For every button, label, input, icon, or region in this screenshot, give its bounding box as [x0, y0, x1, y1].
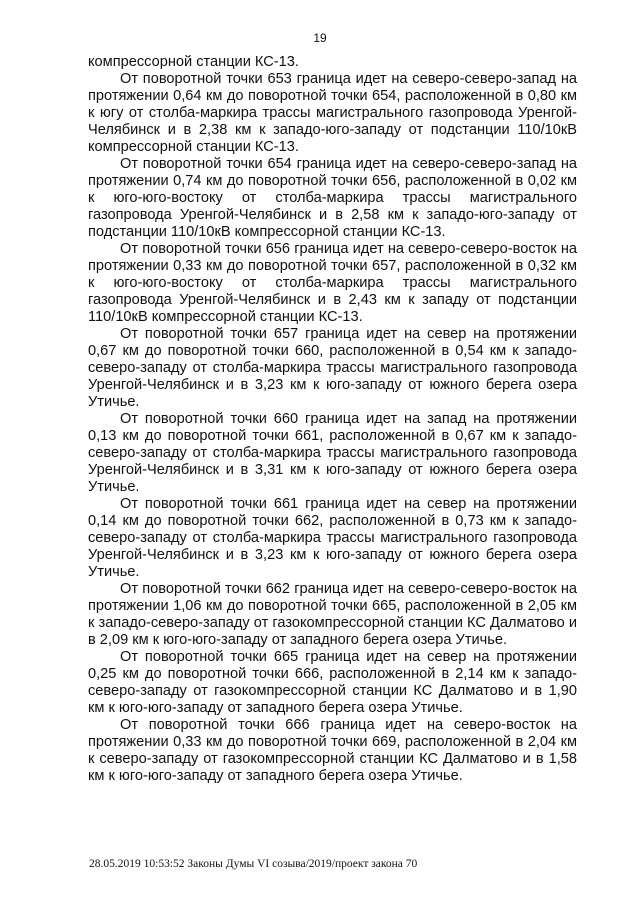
paragraph-point-661: От поворотной точки 661 граница идет на север на протяжении 0,14 км до поворотной точки 662, расположенной в 0,73 км к западо-северо-западу от столба-маркира трассы магистрального газопровода Уренгой-Челябинск и в 3,23 км к юго-западу от южного берега озера Утичье.	[88, 496, 577, 580]
document-footer: 28.05.2019 10:53:52 Законы Думы VI созыва/2019/проект закона 70	[89, 858, 418, 870]
paragraph-point-660: От поворотной точки 660 граница идет на запад на протяжении 0,13 км до поворотной точки 661, расположенной в 0,67 км к западо-северо-западу от столба-маркира трассы магистрального газопровода Уренгой-Челябинск и в 3,31 км к юго-западу от южного берега озера Утичье.	[88, 411, 577, 495]
paragraph-point-656: От поворотной точки 656 граница идет на северо-северо-восток на протяжении 0,33 км до поворотной точки 657, расположенной в 0,32 км к юго-юго-востоку от столба-маркира трассы магистрального газопровода Уренгой-Челябинск и в 2,43 км к западу от подстанции 110/10кВ компрессорной станции КС-13.	[88, 241, 577, 325]
paragraph-point-654: От поворотной точки 654 граница идет на северо-северо-запад на протяжении 0,74 км до поворотной точки 656, расположенной в 0,02 км к юго-юго-востоку от столба-маркира трассы магистрального газопровода Уренгой-Челябинск и в 2,58 км к западо-юго-западу от подстанции 110/10кВ компрессорной станции КС-13.	[88, 156, 577, 240]
page-number: 19	[313, 31, 327, 45]
paragraph-point-653: От поворотной точки 653 граница идет на северо-северо-запад на протяжении 0,64 км до поворотной точки 654, расположенной в 0,80 км к югу от столба-маркира трассы магистрального газопровода Уренгой-Челябинск и в 2,38 км к западо-юго-западу от подстанции 110/10кВ компрессорной станции КС-13.	[88, 71, 577, 155]
paragraph-continuation: компрессорной станции КС-13.	[88, 54, 299, 70]
document-body	[88, 54, 577, 785]
paragraph-point-665: От поворотной точки 665 граница идет на север на протяжении 0,25 км до поворотной точки 666, расположенной в 2,14 км к западо-северо-западу от газокомпрессорной станции КС Далматово и в 1,90 км к юго-юго-западу от западного берега озера Утичье.	[88, 649, 577, 716]
paragraph-point-662: От поворотной точки 662 граница идет на северо-северо-восток на протяжении 1,06 км до поворотной точки 665, расположенной в 2,05 км к западо-северо-западу от газокомпрессорной станции КС Далматово и в 2,09 км к юго-юго-западу от западного берега озера Утичье.	[88, 581, 577, 648]
paragraph-point-657: От поворотной точки 657 граница идет на север на протяжении 0,67 км до поворотной точки 660, расположенной в 0,54 км к западо-северо-западу от столба-маркира трассы магистрального газопровода Уренгой-Челябинск и в 3,23 км к юго-западу от южного берега озера Утичье.	[88, 326, 577, 410]
paragraph-point-666: От поворотной точки 666 граница идет на северо-восток на протяжении 0,33 км до поворотной точки 669, расположенной в 2,04 км к северо-западу от газокомпрессорной станции КС Далматово и в 1,58 км к юго-юго-западу от западного берега озера Утичье.	[88, 717, 577, 784]
